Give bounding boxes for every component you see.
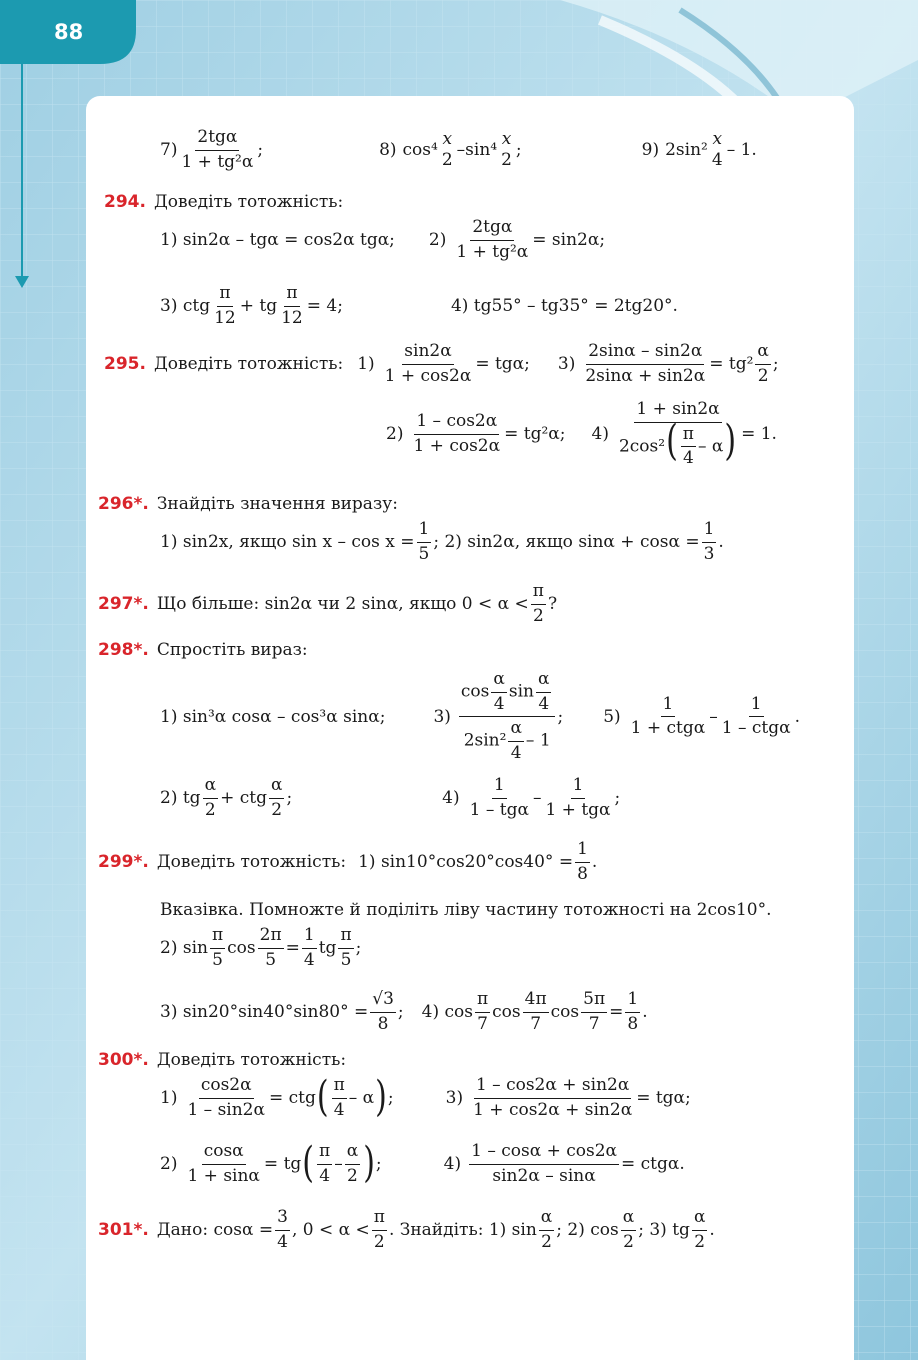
- problem-300-header: [98, 1050, 346, 1070]
- problem-294-header: [104, 192, 343, 212]
- problem-number: 298*.: [98, 640, 149, 660]
- problem-299-line2: 2) sin $\frac{\pi}{5}$ cos $\frac{2\pi}{5}$ = $\frac{1}{4}$ tg $\frac{\pi}{5}$ ;: [160, 925, 362, 970]
- problem-295-line1: 295. Доведіть тотожність: 1) $\frac{\sin 2\alpha}{1 + \cos 2\alpha}$ = tgα; 3) $\frac{2\sin\alpha - \sin 2\alpha}{2\sin\alpha + \sin 2\alpha}$ = tg² $\frac{\alpha}{2}$ ;: [104, 341, 779, 386]
- problem-number: 297*.: [98, 594, 149, 615]
- problem-299-line3: 3) sin20°sin40°sin80° = $\frac{√3}{8}$ ; 4) cos $\frac{\pi}{7}$ cos $\frac{4\pi}{7}$ cos $\frac{5\pi}{7}$ = $\frac{1}{8}$ .: [160, 989, 648, 1034]
- problem-294-line1: 1) sin2α – tgα = cos2α tgα; 2) $\frac{\text{2tgα}}{\text{1 + tg²α}}$ = sin2α;: [160, 217, 606, 262]
- problem-number: 300*.: [98, 1050, 149, 1070]
- hint-text: Вказівка. Помножте й поділіть ліву частину тотожності на 2cos10°.: [160, 900, 772, 920]
- item-label: 7): [160, 140, 178, 161]
- page-number: 88: [54, 20, 84, 44]
- problem-298-line2: 2) tg $\frac{\alpha}{2}$ + ctg $\frac{\alpha}{2}$ ; 4) $\frac{1}{\text{1 – tgα}}$ – $\frac{1}{\text{1 + tgα}}$ ;: [160, 775, 621, 820]
- problem-299-hint: [160, 900, 772, 920]
- problem-298-header: [98, 640, 308, 660]
- problem-296-header: [98, 494, 398, 514]
- problem-297: 297*. Що більше: sin2α чи 2 sinα, якщо 0 < α < $\frac{\pi}{2}$ ?: [98, 581, 558, 626]
- item-label: 8): [379, 140, 397, 161]
- item-label: 9): [641, 140, 660, 161]
- problem-number: 296*.: [98, 494, 149, 514]
- problem-296-line: 1) sin2x, якщо sin x – cos x = $\frac{1}{5}$ ; 2) sin2α, якщо sinα + cosα = $\frac{1}{3}$ .: [160, 519, 724, 564]
- problem-295-line2: 2) $\frac{1 - \cos 2\alpha}{1 + \cos 2\alpha}$ = tg²α; 4) 1 + sin2α 2cos²( $\frac{\pi}{4}$ – α) = 1.: [386, 399, 777, 469]
- problem-title: Доведіть тотожність:: [153, 192, 344, 212]
- problem-300-line1: 1) $\frac{\cos 2\alpha}{1 - \sin 2\alpha}$ = ctg ( $\frac{\pi}{4}$ – α ) ; 3) $\frac{1 - \cos 2\alpha + \sin 2\alpha}{1 + \cos 2\alpha + \sin 2\alpha}$ = tgα;: [160, 1072, 691, 1122]
- fraction: $\frac{\text{2tgα}}{\text{1 + tg²α}}$: [456, 217, 529, 262]
- problem-298-line1: 1) sin³α cosα – cos³α sinα; 3) cos $\frac{\alpha}{4}$ sin $\frac{\alpha}{4}$ 2sin² $\frac{\alpha}{4}$ – 1 ; 5) $\frac{1}{\text{1 + ctgα}}$ – $\frac{1}{\text{1 – ctgα}}$ .: [160, 669, 800, 763]
- problem-title: Доведіть тотожність:: [156, 852, 347, 873]
- problem-294-line2: 3) ctg $\frac{\pi}{12}$ + tg $\frac{\pi}{12}$ = 4; 4) tg55° – tg35° = 2tg20°.: [160, 283, 678, 328]
- problem-number: 301*.: [98, 1220, 149, 1241]
- problem-293-tail: 7) $\frac{\text{2tgα}}{\text{1 + tg²α}}$ ; 8) cos⁴ x 2 – sin⁴ x 2 ; 9) 2sin² x 4 – 1.: [160, 127, 757, 172]
- problem-number: 295.: [104, 354, 146, 375]
- problem-title: Спростіть вираз:: [156, 640, 308, 660]
- problem-300-line2: 2) $\frac{\cos\alpha}{1 + \sin\alpha}$ = tg ( $\frac{\pi}{4}$ – $\frac{\alpha}{2}$ ) ; 4) $\frac{1 - \cos\alpha + \cos 2\alpha}{\sin 2\alpha - \sin\alpha}$ = ctgα.: [160, 1138, 685, 1188]
- problem-299-line1: 299*. Доведіть тотожність: 1) sin10°cos20°cos40° = $\frac{1}{8}$ .: [98, 839, 598, 884]
- problem-301: 301*. Дано: cosα = $\frac{3}{4}$ , 0 < α < $\frac{\pi}{2}$ . Знайдіть: 1) sin $\frac{\alpha}{2}$ ; 2) cos $\frac{\alpha}{2}$ ; 3) tg $\frac{\alpha}{2}$ .: [98, 1207, 715, 1252]
- problem-number: 299*.: [98, 852, 149, 873]
- problem-title: Знайдіть значення виразу:: [156, 494, 398, 514]
- fraction: $\frac{\text{2tgα}}{\text{1 + tg²α}}$: [181, 127, 254, 172]
- problem-number: 294.: [104, 192, 146, 212]
- problem-title: Доведіть тотожність:: [153, 354, 344, 375]
- problem-title: Доведіть тотожність:: [156, 1050, 347, 1070]
